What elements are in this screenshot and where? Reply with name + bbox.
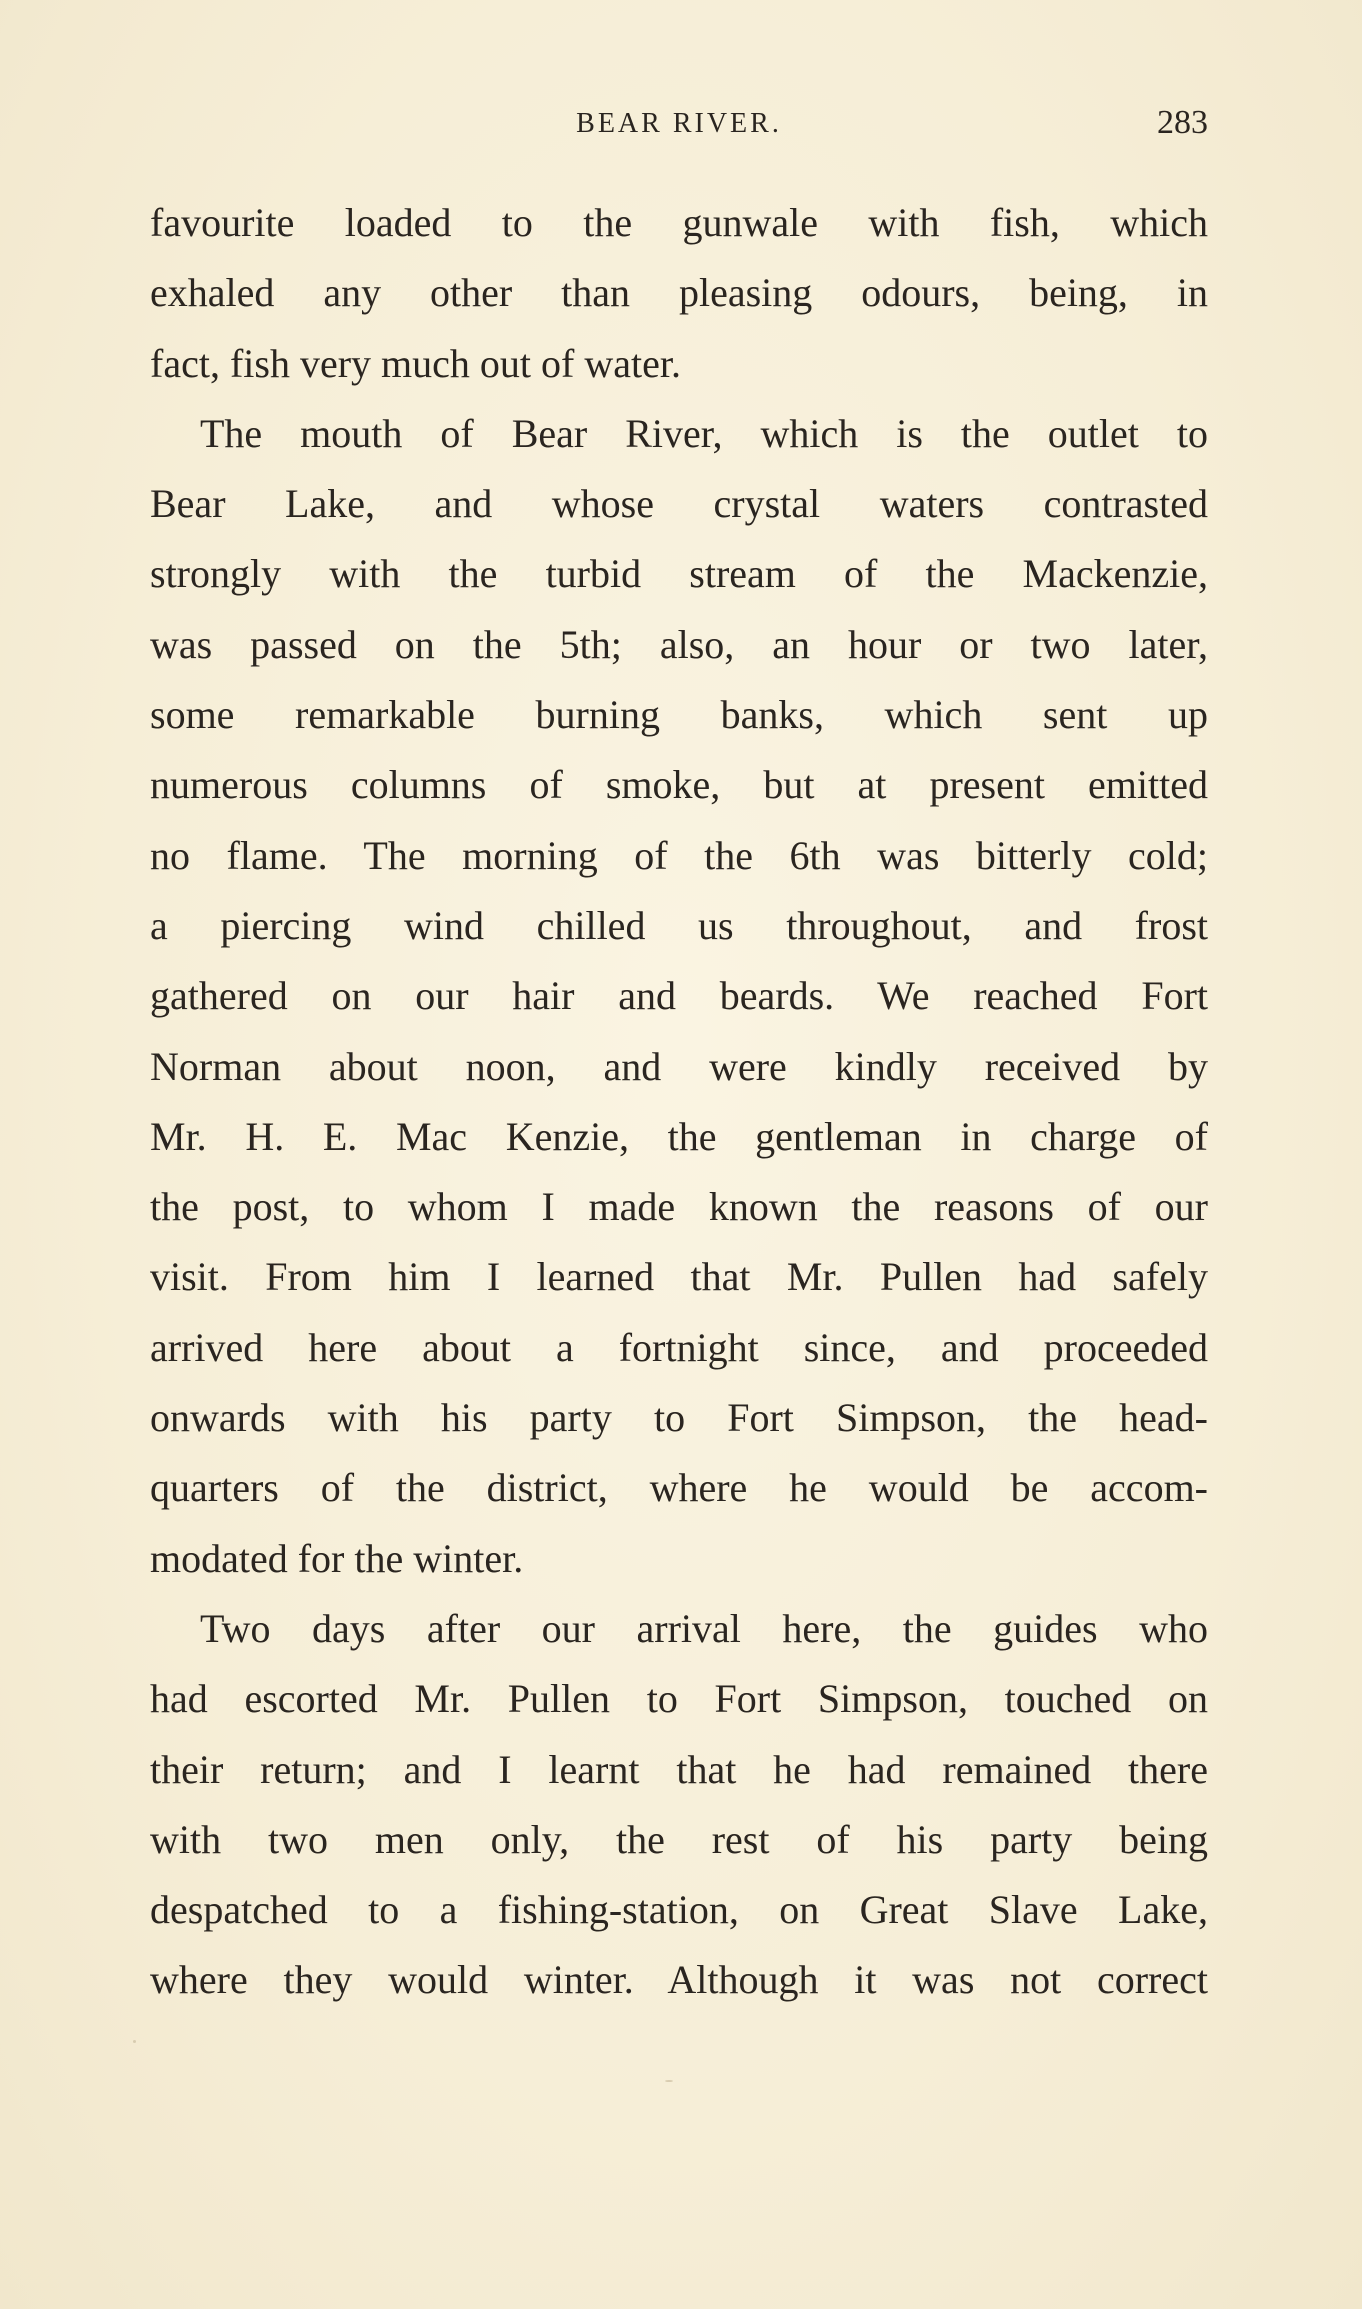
text-line: Mr. H. E. Mac Kenzie, the gentleman in charge of (150, 1113, 1208, 1159)
page-number: 283 (1157, 104, 1208, 141)
text-line: their return; and I learnt that he had remained there (150, 1746, 1208, 1792)
text-line: gathered on our hair and beards. We reached Fort (150, 973, 1208, 1019)
text-line: with two men only, the rest of his party being (150, 1816, 1208, 1862)
text-line: where they would winter. Although it was not correct (150, 1957, 1208, 2003)
running-title: BEAR RIVER. (576, 108, 782, 139)
text-line: fact, fish very much out of water. (150, 340, 681, 386)
paragraph-start-line: The mouth of Bear River, which is the outlet to (200, 410, 1208, 456)
paper-speck (665, 2080, 673, 2082)
text-line: was passed on the 5th; also, an hour or two later, (150, 621, 1208, 667)
running-head (150, 104, 1208, 148)
text-line: no flame. The morning of the 6th was bitterly cold; (150, 832, 1208, 878)
text-line: some remarkable burning banks, which sent up (150, 692, 1208, 738)
text-line: Bear Lake, and whose crystal waters contrasted (150, 481, 1208, 527)
text-line: had escorted Mr. Pullen to Fort Simpson, touched on (150, 1676, 1208, 1722)
text-line: the post, to whom I made known the reasons of our (150, 1184, 1208, 1230)
text-line: a piercing wind chilled us throughout, and frost (150, 902, 1208, 948)
text-line: numerous columns of smoke, but at present emitted (150, 762, 1208, 808)
text-line: exhaled any other than pleasing odours, being, in (150, 270, 1208, 316)
text-line: favourite loaded to the gunwale with fish, which (150, 200, 1208, 245)
text-line: strongly with the turbid stream of the Mackenzie, (150, 551, 1208, 597)
text-line: arrived here about a fortnight since, and proceeded (150, 1324, 1208, 1370)
body-text (150, 188, 1208, 2016)
paragraph-start-line: Two days after our arrival here, the guides who (200, 1605, 1208, 1651)
text-line: visit. From him I learned that Mr. Pullen had safely (150, 1254, 1208, 1300)
text-line: onwards with his party to Fort Simpson, the head- (150, 1395, 1208, 1441)
text-line: Norman about noon, and were kindly received by (150, 1043, 1208, 1089)
text-line: quarters of the district, where he would be accom- (150, 1465, 1208, 1511)
paper-speck (133, 2040, 136, 2043)
text-line: despatched to a fishing-station, on Great Slave Lake, (150, 1887, 1208, 1933)
text-line: modated for the winter. (150, 1535, 524, 1581)
